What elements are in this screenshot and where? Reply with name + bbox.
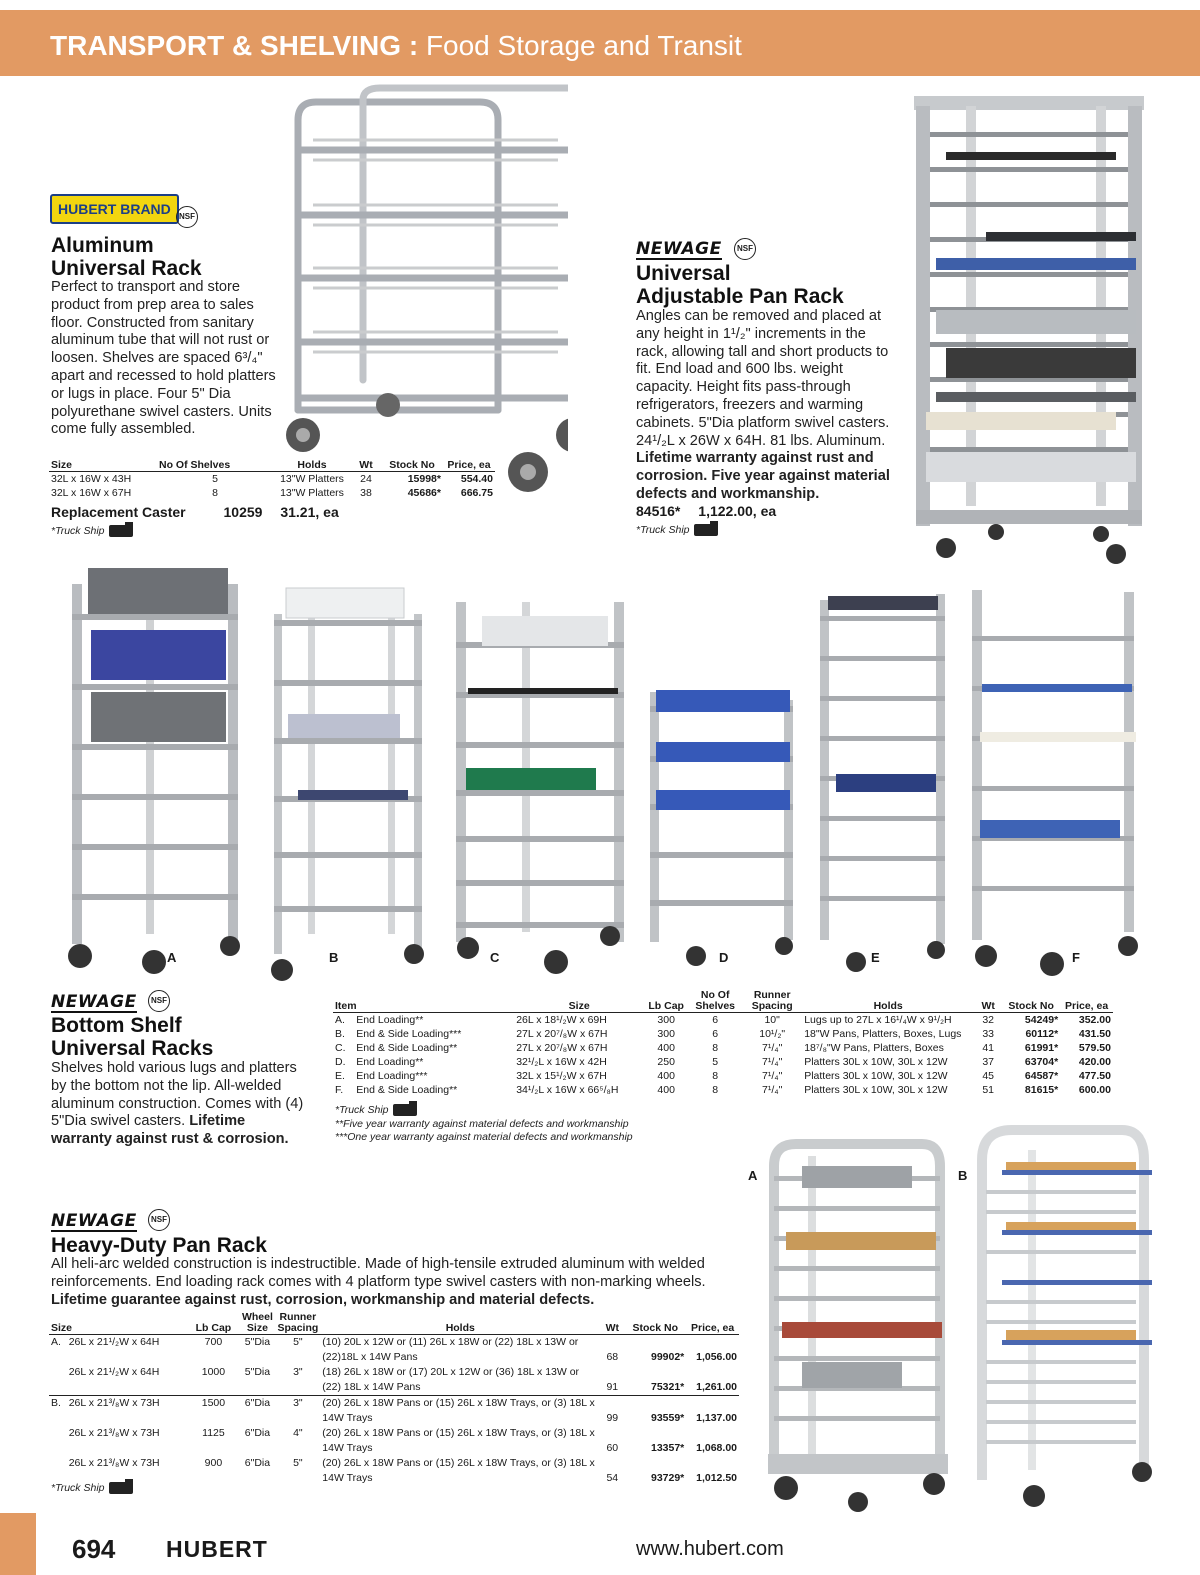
table-cell: 250	[657, 1056, 675, 1068]
truck-icon	[109, 1482, 133, 1494]
truck-ship-note: *Truck Ship	[51, 525, 133, 537]
table-cell: 300	[657, 1014, 675, 1026]
aluminum-rack-image	[268, 80, 568, 500]
column-header: Runner Spacing	[751, 989, 793, 1012]
table-cell: 3"	[293, 1366, 303, 1378]
column-header: No Of Shelves	[695, 989, 736, 1012]
column-header: Size	[51, 459, 73, 471]
table-cell: 60	[606, 1442, 619, 1454]
table-cell: 4"	[293, 1427, 303, 1439]
table-cell: 99	[606, 1412, 619, 1424]
table-cell: 8	[712, 1084, 719, 1096]
table-cell: 64587*	[1024, 1070, 1059, 1082]
table-cell: 10¹/₂"	[759, 1028, 786, 1040]
rack-letter-b: B	[958, 1168, 968, 1183]
table-cell: 431.50	[1078, 1028, 1111, 1040]
table-row	[333, 1069, 1113, 1083]
table-cell: 1125	[202, 1427, 225, 1439]
truck-icon	[109, 525, 133, 537]
newage-brand-logo: NEWAGE	[51, 992, 137, 1012]
table-cell: Platters 30L x 10W, 30L x 12W	[804, 1056, 948, 1068]
table-cell: D.	[335, 1056, 346, 1068]
rack-letter-d: D	[719, 950, 729, 965]
warranty-note: ***One year warranty against material defects and workmanship	[335, 1131, 633, 1143]
section-header-title: TRANSPORT & SHELVING : Food Storage and Transit	[50, 30, 742, 61]
table-cell: 1500	[201, 1397, 226, 1409]
product-title-heavy-duty-pan-rack: Heavy-Duty Pan Rack	[51, 1234, 267, 1257]
table-cell: 99902*	[650, 1351, 685, 1363]
heavy-duty-rack-image-b	[972, 1120, 1154, 1514]
table-cell: 32L x 15¹/₂W x 67H	[516, 1070, 607, 1082]
table-row	[333, 1083, 1113, 1097]
table-cell: 61991*	[1024, 1042, 1059, 1054]
table-cell	[49, 1426, 67, 1456]
table-cell: 26L x 21³/₈W x 73H	[68, 1457, 160, 1469]
table-cell: 352.00	[1078, 1014, 1111, 1026]
column-header: Lb Cap	[648, 1000, 684, 1012]
rack-image-f	[966, 586, 1140, 980]
table-cell: 27L x 20⁷/₈W x 67H	[516, 1028, 608, 1040]
table-cell: A.	[335, 1014, 345, 1026]
table-cell: 7¹/₄"	[762, 1084, 783, 1096]
table-cell: 27L x 20⁷/₈W x 67H	[516, 1042, 608, 1054]
table-cell: 5"	[293, 1336, 303, 1348]
truck-ship-note: *Truck Ship	[636, 524, 718, 536]
table-cell: 7¹/₄"	[762, 1070, 783, 1082]
column-header: Wt	[981, 1000, 995, 1012]
table-cell: End & Side Loading***	[356, 1028, 462, 1040]
table-cell: 5"	[293, 1457, 303, 1469]
table-cell: (10) 20L x 12W or (11) 26L x 18W or (22) 18L x 13W or (22)18L x 14W Pans	[322, 1336, 579, 1363]
table-cell: 34¹/₂L x 16W x 66⁵/₈H	[516, 1084, 619, 1096]
table-cell: 8	[712, 1042, 719, 1054]
column-header: Wt	[359, 459, 373, 471]
table-cell: 900	[204, 1457, 223, 1469]
table-cell: 400	[657, 1084, 675, 1096]
table-cell: Lugs up to 27L x 16¹/₄W x 9¹/₂H	[804, 1014, 952, 1026]
table-row: 32L x 16W x 43H 5 13"W Platters 24 15998* 554.40	[51, 473, 493, 485]
column-header: Lb Cap	[195, 1322, 232, 1334]
spec-table-heavy-duty	[49, 1312, 739, 1486]
table-cell: 26L x 18¹/₂W x 69H	[516, 1014, 607, 1026]
table-cell: 81615*	[1024, 1084, 1059, 1096]
rack-image-d	[646, 686, 798, 968]
table-cell: (20) 26L x 18W Pans or (15) 26L x 18W Trays, or (3) 18L x 14W Trays	[322, 1427, 595, 1454]
table-cell: 420.00	[1078, 1056, 1111, 1068]
warranty-note: **Five year warranty against material defects and workmanship	[335, 1117, 629, 1130]
nsf-icon: NSF	[176, 206, 198, 228]
table-cell: 26L x 21¹/₂W x 64H	[68, 1366, 160, 1378]
newage-brand-logo: NEWAGE	[51, 1211, 137, 1231]
table-cell: 600.00	[1078, 1084, 1111, 1096]
table-cell: 26L x 21³/₈W x 73H	[68, 1397, 160, 1409]
table-cell: 5"Dia	[244, 1336, 271, 1348]
column-header: Stock No	[632, 1322, 679, 1334]
rack-image-e	[816, 590, 948, 980]
column-header: No Of Shelves	[159, 459, 231, 471]
rack-letter-e: E	[871, 950, 880, 965]
table-cell: 300	[657, 1028, 675, 1040]
table-cell: 91	[606, 1381, 619, 1393]
spec-table-bottom-shelf	[333, 990, 1113, 1097]
truck-icon	[393, 1104, 417, 1116]
table-cell: Platters 30L x 10W, 30L x 12W	[804, 1070, 948, 1082]
rack-image-a	[66, 564, 244, 976]
table-cell: 1,137.00	[696, 1412, 737, 1424]
table-cell	[49, 1365, 67, 1396]
table-cell: 45	[982, 1070, 995, 1082]
rack-letter-a: A	[167, 950, 177, 965]
rack-letter-a: A	[748, 1168, 758, 1183]
table-cell: 6"Dia	[244, 1427, 271, 1439]
table-cell: End Loading**	[356, 1056, 424, 1068]
column-header: Price, ea	[1064, 1000, 1109, 1012]
rack-letter-b: B	[329, 950, 339, 965]
rack-image-c	[452, 596, 628, 980]
table-cell: Platters 30L x 10W, 30L x 12W	[804, 1084, 948, 1096]
table-cell: A.	[51, 1336, 61, 1348]
spec-table-aluminum-rack	[49, 460, 495, 500]
table-cell: 7¹/₄"	[762, 1042, 783, 1054]
table-cell: 6	[712, 1028, 719, 1040]
table-cell: 400	[657, 1042, 675, 1054]
table-row	[49, 1426, 739, 1456]
table-row	[333, 1055, 1113, 1069]
table-cell: 26L x 21¹/₂W x 64H	[68, 1336, 160, 1348]
column-header: Size	[51, 1322, 73, 1334]
table-cell: 54	[606, 1472, 619, 1484]
rack-letter-c: C	[490, 950, 500, 965]
product-description-adjustable-pan-rack: Angles can be removed and placed at any height in 1¹/₂" increments in the rack, allowing tall and short products to fit. End load and 600 lbs. weight capacity. Height fits pass-through refrigerators, freezers and warming cabinets. 5"Dia platform swivel casters. 24¹/₂L x 26W x 64H. 81 lbs. Aluminum. Lifetime warranty against rust and corrosion. Five year against material defects and workmanship.	[636, 308, 890, 502]
truck-icon	[694, 524, 718, 536]
column-header: Wheel Size	[241, 1311, 273, 1334]
table-cell: 400	[657, 1070, 675, 1082]
table-cell: 10"	[764, 1014, 780, 1026]
table-cell: 477.50	[1078, 1070, 1111, 1082]
product-description-bottom-shelf: Shelves hold various lugs and platters by the bottom not the lip. All-welded aluminum construction. Comes with (4) 5"Dia swivel casters. Lifetime warranty against rust & corrosion.	[51, 1060, 304, 1148]
product-description-aluminum-rack: Perfect to transport and store product from prep area to sales floor. Constructed from sanitary aluminum tube that will not rust or loosen. Shelves are spaced 6³/₄" apart and recessed to hold platters or lugs in place. Four 5" Dia polyurethane swivel casters. Units come fully assembled.	[51, 279, 276, 438]
truck-ship-note: *Truck Ship	[51, 1482, 133, 1494]
table-row	[333, 1027, 1113, 1041]
adjustable-pan-rack-image	[906, 92, 1152, 564]
table-cell: C.	[335, 1042, 346, 1054]
newage-brand-logo: NEWAGE	[636, 239, 722, 259]
table-cell: (20) 26L x 18W Pans or (15) 26L x 18W Trays, or (3) 18L x 14W Trays	[322, 1457, 595, 1484]
table-row	[49, 1365, 739, 1396]
table-row	[49, 1335, 739, 1366]
table-cell: B.	[335, 1028, 345, 1040]
replacement-caster-line: Replacement Caster 10259 31.21, ea	[51, 504, 339, 520]
column-header: Stock No	[1008, 1000, 1054, 1012]
table-cell: 32¹/₂L x 16W x 42H	[516, 1056, 607, 1068]
table-cell: 7¹/₄"	[762, 1056, 783, 1068]
nsf-icon: NSF	[148, 990, 170, 1012]
rack-image-b	[268, 584, 428, 984]
table-cell: 60112*	[1025, 1028, 1059, 1040]
table-cell: 41	[982, 1042, 995, 1054]
column-header: Holds	[873, 1000, 903, 1012]
table-cell: 18⁷/₈"W Pans, Platters, Boxes	[804, 1042, 944, 1054]
table-cell: 6"Dia	[244, 1457, 271, 1469]
product-title-bottom-shelf: Bottom Shelf Universal Racks	[51, 1014, 214, 1060]
table-row	[49, 1396, 739, 1427]
column-header: Holds	[445, 1322, 475, 1334]
table-cell: 700	[204, 1336, 223, 1348]
truck-ship-note: *Truck Ship	[335, 1104, 633, 1118]
table-cell: 1,012.50	[696, 1472, 737, 1484]
table-cell: 26L x 21³/₈W x 73H	[68, 1427, 160, 1439]
table-cell: 51	[982, 1084, 995, 1096]
table-cell: (20) 26L x 18W Pans or (15) 26L x 18W Trays, or (3) 18L x 14W Trays	[322, 1397, 595, 1424]
table-cell: 54249*	[1024, 1014, 1059, 1026]
table-cell: 18"W Pans, Platters, Boxes, Lugs	[804, 1028, 962, 1040]
table-row	[333, 1013, 1113, 1028]
column-header: Wt	[605, 1322, 619, 1334]
table-cell: 6"Dia	[244, 1397, 271, 1409]
nsf-icon: NSF	[734, 238, 756, 260]
page-number: 694	[72, 1534, 116, 1564]
table-cell: 37	[982, 1056, 995, 1068]
bottom-shelf-notes	[335, 1104, 633, 1145]
table-cell: F.	[335, 1084, 344, 1096]
table-cell: 1000	[201, 1366, 226, 1378]
product-title-adjustable-pan-rack: Universal Adjustable Pan Rack	[636, 262, 844, 308]
column-header: Item	[335, 1000, 357, 1012]
table-row: 32L x 16W x 67H 8 13"W Platters 38 45686* 666.75	[51, 487, 493, 499]
column-header: Stock No	[389, 459, 435, 471]
footer-url-link[interactable]: www.hubert.com	[636, 1538, 784, 1560]
hubert-brand-logo: HUBERT BRAND	[50, 194, 179, 224]
column-header: Size	[568, 1000, 590, 1012]
table-row	[49, 1456, 739, 1486]
table-cell: 93559*	[650, 1412, 685, 1424]
table-cell: 32	[982, 1014, 995, 1026]
table-cell: 33	[982, 1028, 995, 1040]
table-cell: 1,056.00	[696, 1351, 737, 1363]
column-header: Price, ea	[691, 1322, 735, 1334]
nsf-icon: NSF	[148, 1209, 170, 1231]
table-cell: 63704*	[1024, 1056, 1059, 1068]
footer-brand: HUBERT	[166, 1536, 268, 1562]
table-cell: End Loading***	[356, 1070, 428, 1082]
table-cell: 93729*	[650, 1472, 685, 1484]
rack-letter-f: F	[1072, 950, 1080, 965]
table-cell: End & Side Loading**	[356, 1084, 458, 1096]
heavy-duty-rack-image-a	[762, 1136, 952, 1512]
product-title-aluminum-rack: Aluminum Universal Rack	[51, 234, 202, 280]
table-cell: 5	[712, 1056, 719, 1068]
table-cell: (18) 26L x 18W or (17) 20L x 12W or (36) 18L x 13W or (22) 18L x 14W Pans	[322, 1366, 580, 1393]
price-line-adjustable-pan-rack: 84516* 1,122.00, ea	[636, 503, 777, 519]
footer-accent-bar	[0, 1513, 36, 1575]
table-cell: B.	[51, 1397, 61, 1409]
table-cell: 68	[606, 1351, 619, 1363]
product-description-heavy-duty-pan-rack: All heli-arc welded construction is indestructible. Made of high-tensile extruded aluminum with welded reinforcements. End loading rack comes with 4 platform type swivel casters with non-marking wheels. Lifetime guarantee against rust, corrosion, workmanship and material defects.	[51, 1256, 706, 1308]
table-cell: End Loading**	[356, 1014, 424, 1026]
table-row	[333, 1041, 1113, 1055]
table-cell: 1,068.00	[696, 1442, 737, 1454]
table-cell: End & Side Loading**	[356, 1042, 458, 1054]
table-cell: E.	[335, 1070, 345, 1082]
table-cell: 75321*	[650, 1381, 685, 1393]
table-cell: 5"Dia	[244, 1366, 271, 1378]
table-cell: 6	[712, 1014, 719, 1026]
column-header: Runner Spacing	[277, 1311, 319, 1334]
table-cell: 13357*	[650, 1442, 685, 1454]
table-cell: 3"	[293, 1397, 303, 1409]
table-cell: 8	[712, 1070, 719, 1082]
column-header: Holds	[297, 459, 327, 471]
table-cell: 579.50	[1078, 1042, 1111, 1054]
column-header: Price, ea	[447, 459, 491, 471]
table-cell: 1,261.00	[696, 1381, 737, 1393]
